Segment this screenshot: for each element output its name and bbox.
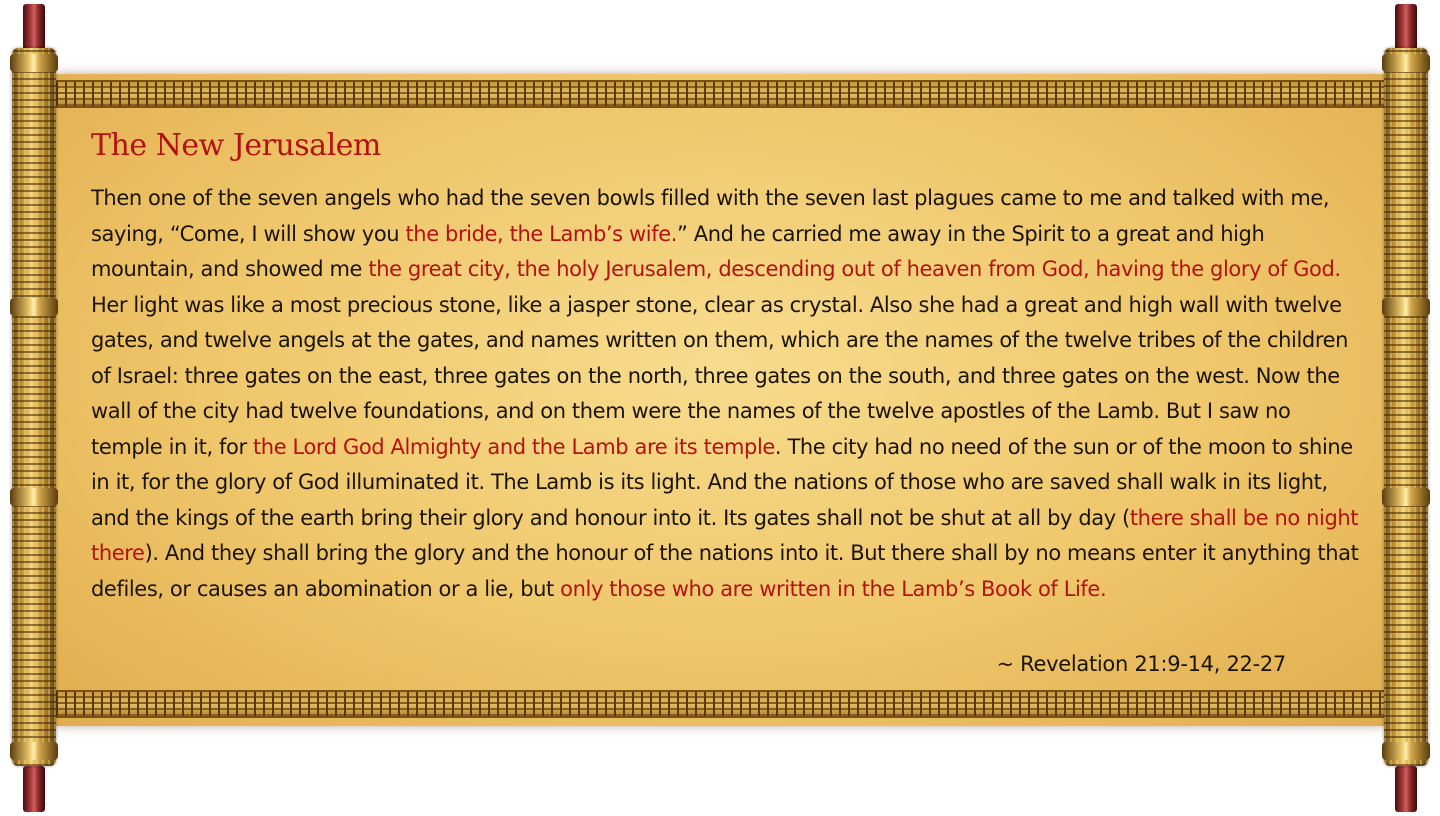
- right-scroll-roller: [1384, 48, 1428, 766]
- scripture-passage: [91, 181, 1361, 607]
- scripture-citation: ~ Revelation 21:9-14, 22-27: [996, 652, 1286, 676]
- scroll-parchment: [56, 74, 1384, 726]
- left-rod-top: [23, 4, 45, 50]
- highlighted-phrase: the great city, the holy Jerusalem, descending out of heaven from God, having the glory of God.: [368, 257, 1341, 281]
- left-scroll-roller: [12, 48, 56, 766]
- top-greek-key-border: [56, 80, 1384, 108]
- scroll-content: [91, 128, 1361, 607]
- roller-ring: [1382, 54, 1430, 72]
- bottom-greek-key-border: [56, 690, 1384, 718]
- highlighted-phrase: only those who are written in the Lamb’s Book of Life.: [560, 576, 1107, 601]
- passage-text: ). And they shall bring the glory and the honour of the nations into it. But there shall by no means enter it anything that defiles, or causes an abomination or a lie, but: [91, 541, 1359, 601]
- roller-ring: [1382, 298, 1430, 316]
- right-rod-bottom: [1395, 766, 1417, 812]
- roller-ring: [1382, 488, 1430, 506]
- roller-ring: [1382, 742, 1430, 760]
- highlighted-phrase: the bride, the Lamb’s wife.: [405, 221, 677, 246]
- passage-text: . The city had no need of the sun or of the moon to shine in it, for the glory of God illuminated it. The Lamb is its light. And the nations of those who are saved shall walk in its light, and the kings of the earth bring their glory and honour into it. Its gates shall not be shut at all by day (: [91, 434, 1353, 530]
- passage-text: Then one of the seven angels who had the seven bowls filled with the seven last plagues came to me and talked with me, saying, “Come, I will show you: [91, 186, 1330, 246]
- roller-ring: [10, 742, 58, 760]
- right-rod-top: [1395, 4, 1417, 50]
- highlighted-phrase: the Lord God Almighty and the Lamb are its temple: [252, 434, 775, 459]
- roller-ring: [10, 488, 58, 506]
- left-rod-bottom: [23, 766, 45, 812]
- passage-title: The New Jerusalem: [91, 128, 381, 163]
- passage-text: ” And he carried me away in the Spirit to a great and high mountain, and showed me: [91, 221, 1265, 281]
- highlighted-phrase: there shall be no night there: [91, 505, 1359, 565]
- passage-text: Her light was like a most precious stone, like a jasper stone, clear as crystal. Also she had a great and high wall with twelve gates, and twelve angels at the gates, and names written on them, which are the names of the twelve tribes of the children of Israel: three gates on the east, three gates on the north, three gates on the south, and three gates on the west. Now the wall of the city had twelve foundations, and on them were the names of the twelve apostles of the Lamb. But I saw no temple in it, for: [91, 292, 1349, 459]
- roller-ring: [10, 298, 58, 316]
- roller-ring: [10, 54, 58, 72]
